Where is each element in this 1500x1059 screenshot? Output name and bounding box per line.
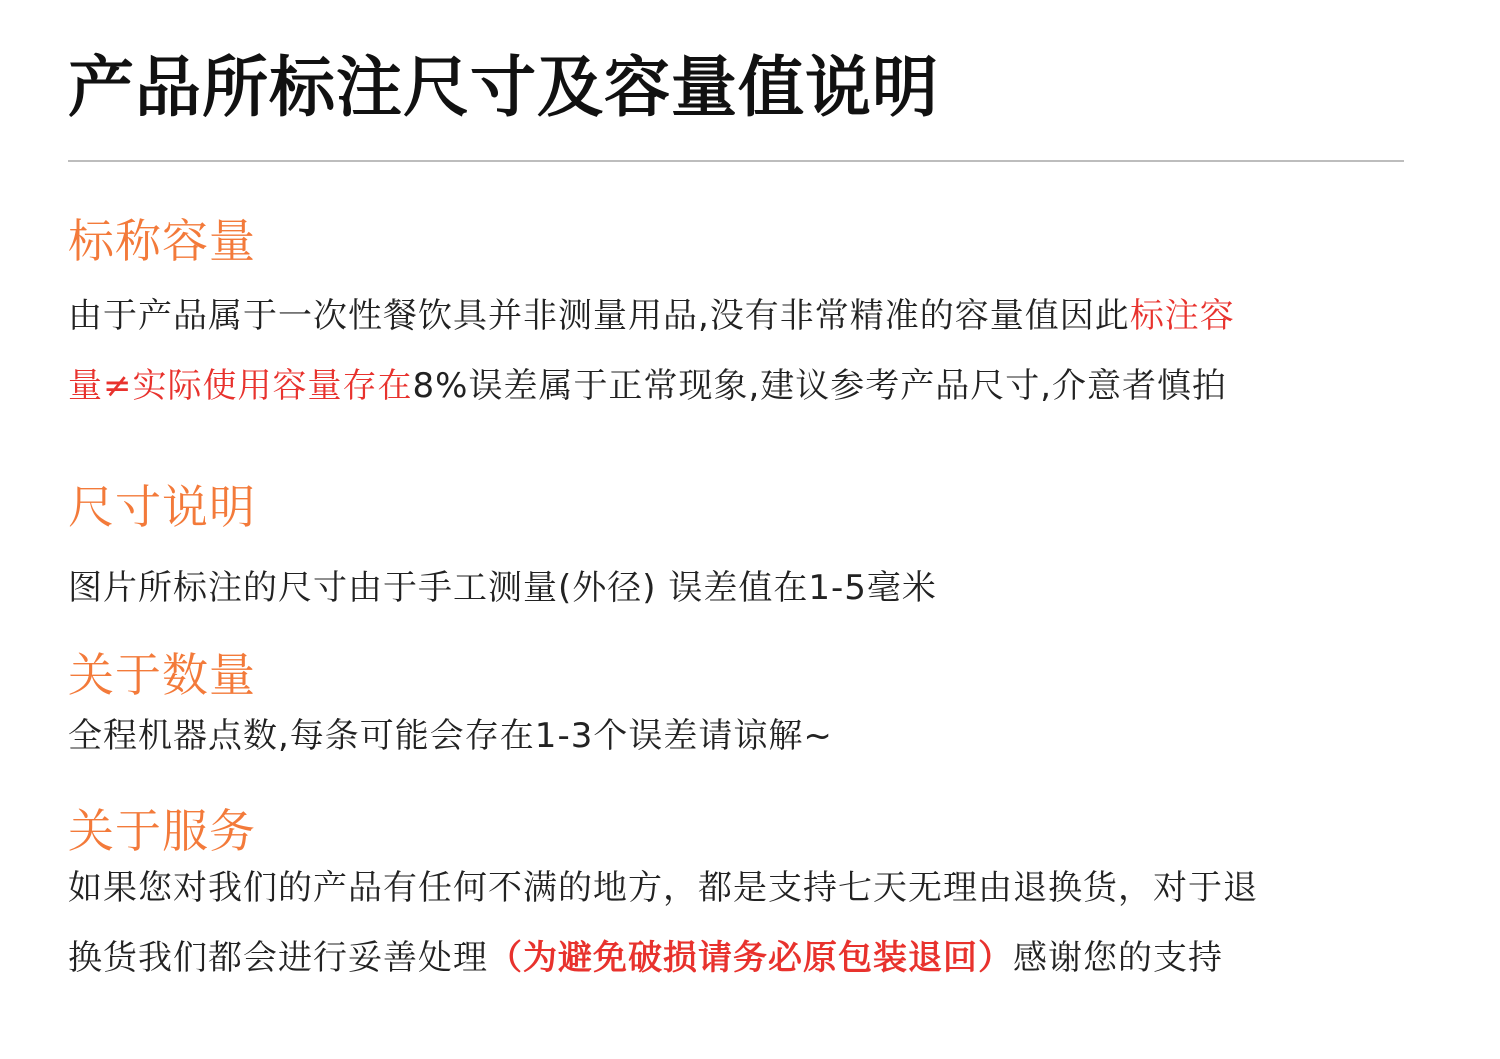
capacity-text-line-1 (68, 294, 1235, 338)
service-text-line-2 (68, 936, 1223, 980)
quantity-text-line-1: 全程机器点数,每条可能会存在1-3个误差请谅解~ (68, 716, 833, 756)
service-text-normal-after: 感谢您的支持 (1013, 938, 1223, 978)
service-text-normal-before: 换货我们都会进行妥善处理 (68, 938, 488, 978)
service-text-line-1: 如果您对我们的产品有任何不满的地方，都是支持七天无理由退换货，对于退 (68, 868, 1258, 908)
section-heading-size: 尺寸说明 (68, 480, 256, 534)
title-divider (68, 160, 1404, 162)
service-text-highlight: （为避免破损请务必原包装退回） (488, 938, 1013, 978)
page-title: 产品所标注尺寸及容量值说明 (68, 49, 939, 126)
capacity-text-highlight-start: 标注容 (1129, 296, 1235, 336)
section-heading-quantity: 关于数量 (68, 648, 256, 702)
capacity-text-normal-2: 8%误差属于正常现象,建议参考产品尺寸,介意者慎拍 (412, 366, 1228, 406)
section-heading-capacity: 标称容量 (68, 214, 256, 268)
capacity-text-highlight-end: 量≠实际使用容量存在 (68, 366, 413, 406)
capacity-text-line-2 (68, 364, 1227, 408)
capacity-text-normal: 由于产品属于一次性餐饮具并非测量用品,没有非常精准的容量值因此 (68, 296, 1130, 336)
section-heading-service: 关于服务 (68, 804, 256, 858)
size-text-line-1: 图片所标注的尺寸由于手工测量(外径) 误差值在1-5毫米 (68, 568, 937, 608)
